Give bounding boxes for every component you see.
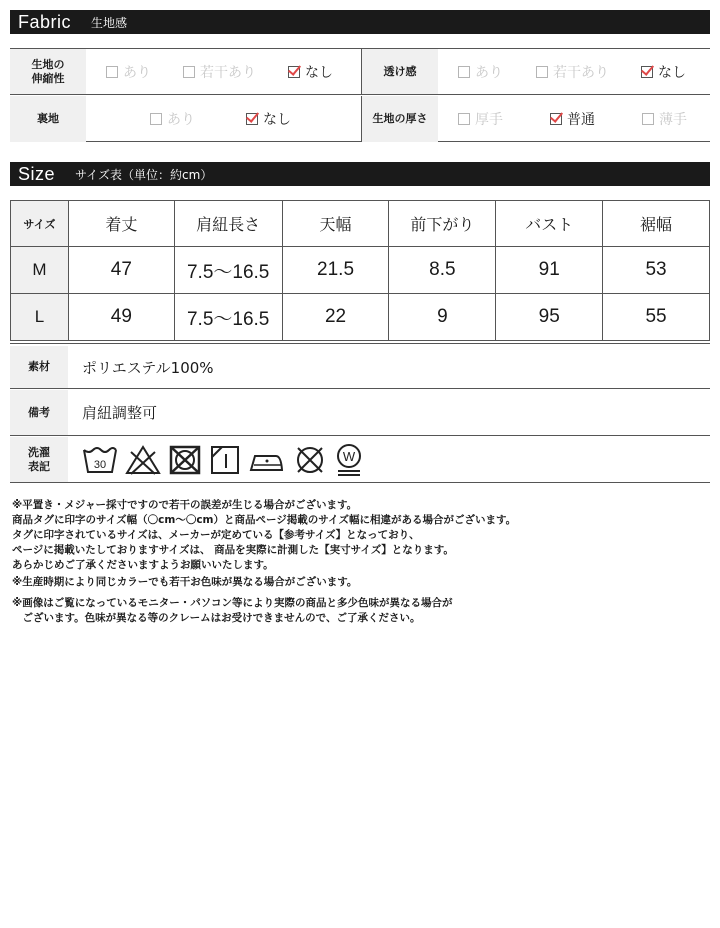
header-size: サイズ <box>11 201 69 247</box>
table-cell: 21.5 <box>282 247 389 294</box>
sheerness-option-slight[interactable]: 若干あり <box>536 49 609 94</box>
divider <box>10 343 710 344</box>
checked-checkbox-icon <box>246 113 258 125</box>
wet-clean-icon <box>334 442 364 478</box>
table-row <box>11 294 710 341</box>
no-dry-clean-icon <box>293 444 327 476</box>
checkbox-icon <box>536 66 548 78</box>
remarks-label: 備考 <box>10 390 68 435</box>
no-tumble-dry-icon <box>168 444 202 476</box>
care-icons <box>68 437 364 482</box>
note-line: ※平置き・メジャー採寸ですので若干の誤差が生じる場合がございます。 <box>12 499 358 511</box>
lining-option-none[interactable]: なし <box>246 96 291 142</box>
stretch-option-yes[interactable]: あり <box>106 49 151 94</box>
note-line: 商品タグに印字のサイズ幅（〇cm〜〇cm）と商品ページ掲載のサイズ幅に相違がある場合がございます。 <box>12 514 517 526</box>
checkbox-icon <box>106 66 118 78</box>
table-row <box>11 247 710 294</box>
checkbox-icon <box>458 113 470 125</box>
line-dry-shade-icon <box>209 444 241 476</box>
sheerness-option-none[interactable]: なし <box>641 49 686 94</box>
remarks-value: 肩紐調整可 <box>82 404 158 422</box>
fabric-header-bar <box>10 10 710 34</box>
thickness-option-thin[interactable]: 薄手 <box>642 96 687 142</box>
size-table-header <box>11 201 710 247</box>
table-cell: 7.5〜16.5 <box>174 247 282 294</box>
fabric-row <box>10 96 710 142</box>
header-neck-width: 天幅 <box>282 201 389 247</box>
wet-clean-letter: W <box>342 448 356 464</box>
note-line: ※画像はご覧になっているモニター・パソコン等により実際の商品と多少色味が異なる場合が <box>12 597 453 609</box>
table-cell: 47 <box>68 247 174 294</box>
checked-checkbox-icon <box>550 113 562 125</box>
table-cell: 55 <box>603 294 710 341</box>
iron-low-icon <box>248 444 286 476</box>
size-cell: L <box>11 294 69 341</box>
table-cell: 22 <box>282 294 389 341</box>
thickness-label: 生地の厚さ <box>362 96 438 142</box>
table-cell: 49 <box>68 294 174 341</box>
header-length: 着丈 <box>68 201 174 247</box>
header-bust: バスト <box>496 201 603 247</box>
table-cell: 7.5〜16.5 <box>174 294 282 341</box>
sheerness-label: 透け感 <box>362 49 438 94</box>
fabric-title: Fabric <box>18 11 72 32</box>
sheerness-option-yes[interactable]: あり <box>458 49 503 94</box>
table-cell: 53 <box>603 247 710 294</box>
note-line: ページに掲載いたしておりますサイズは、 商品を実際に計測した【実寸サイズ】となります。 <box>12 544 454 556</box>
notes <box>12 498 702 626</box>
fabric-table <box>10 48 710 142</box>
thickness-option-thick[interactable]: 厚手 <box>458 96 503 142</box>
header-front-drop: 前下がり <box>389 201 496 247</box>
checked-checkbox-icon <box>288 66 300 78</box>
material-value: ポリエステル100% <box>82 358 214 377</box>
remarks-row <box>10 390 710 436</box>
table-cell: 95 <box>496 294 603 341</box>
stretch-option-none[interactable]: なし <box>288 49 333 94</box>
table-cell: 91 <box>496 247 603 294</box>
care-label: 洗濯 表記 <box>10 437 68 482</box>
thickness-option-normal[interactable]: 普通 <box>550 96 595 142</box>
note-line: ございます。色味が異なる等のクレームはお受けできませんので、ご了承ください。 <box>12 612 421 624</box>
lining-option-yes[interactable]: あり <box>150 96 195 142</box>
size-cell: M <box>11 247 69 294</box>
size-title: Size <box>18 163 56 184</box>
checkbox-icon <box>642 113 654 125</box>
stretch-option-slight[interactable]: 若干あり <box>183 49 256 94</box>
checkbox-icon <box>183 66 195 78</box>
size-table <box>10 200 710 341</box>
no-bleach-icon <box>125 444 161 476</box>
fabric-row <box>10 49 710 95</box>
care-row <box>10 437 710 483</box>
lining-label: 裏地 <box>10 96 86 142</box>
table-cell: 8.5 <box>389 247 496 294</box>
material-label: 素材 <box>10 346 68 388</box>
note-line: あらかじめご了承くださいますようお願いいたします。 <box>12 559 274 571</box>
checked-checkbox-icon <box>641 66 653 78</box>
checkbox-icon <box>458 66 470 78</box>
size-header-bar <box>10 162 710 186</box>
wash-30-icon <box>82 444 118 476</box>
header-hem-width: 裾幅 <box>603 201 710 247</box>
fabric-subtitle: 生地感 <box>91 15 128 30</box>
wash-temp: 30 <box>93 458 107 471</box>
stretch-label: 生地の 伸縮性 <box>10 49 86 94</box>
header-strap-length: 肩紐長さ <box>174 201 282 247</box>
note-line: タグに印字されているサイズは、メーカーが定めている【参考サイズ】となっており、 <box>12 529 420 541</box>
checkbox-icon <box>150 113 162 125</box>
material-row <box>10 346 710 389</box>
note-line: ※生産時期により同じカラーでも若干お色味が異なる場合がございます。 <box>12 576 358 588</box>
table-cell: 9 <box>389 294 496 341</box>
size-subtitle: サイズ表（単位：約cm） <box>75 167 213 182</box>
